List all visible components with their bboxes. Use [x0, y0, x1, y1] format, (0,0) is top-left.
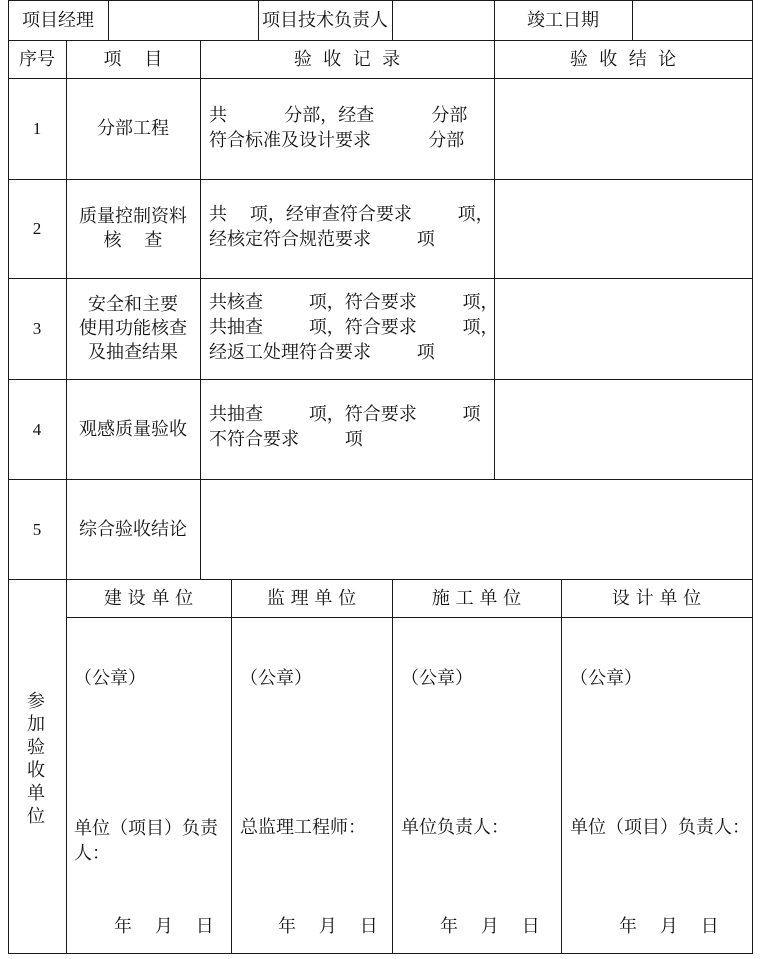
signer-contractor: 单位负责人：	[401, 817, 509, 838]
row-5-item: 综合验收结论	[79, 518, 187, 540]
col-header-item: 项 目	[103, 48, 163, 70]
tech-lead-label: 项目技术负责人	[262, 10, 388, 31]
seal-contractor: （公章）	[401, 668, 473, 689]
row-1-conclusion[interactable]	[495, 79, 752, 179]
tech-lead-value[interactable]	[393, 2, 494, 40]
grid-line	[561, 579, 562, 954]
row-3-item: 安全和主要 使用功能核查 及抽查结果	[79, 294, 187, 363]
project-manager-value[interactable]	[109, 2, 258, 40]
col-header-seq: 序号	[19, 48, 55, 70]
table-border-top	[8, 0, 752, 1]
seal-supervision: （公章）	[240, 668, 312, 689]
participants-label-char: 验	[27, 737, 45, 758]
participants-label-char: 参	[27, 691, 45, 712]
row-5-overall-conclusion[interactable]	[201, 480, 752, 579]
participants-label	[8, 690, 64, 828]
row-2-record-line-1: 共 项，经审查符合要求 项，	[209, 204, 494, 225]
row-2-item: 质量控制资料 核 查	[79, 206, 187, 251]
project-manager-label: 项目经理	[22, 10, 94, 31]
row-4-record-line-1: 共抽查 项，符合要求 项	[209, 404, 481, 425]
date-contractor: 年 月 日	[440, 916, 540, 937]
signer-construction-owner: 单位（项目）负责 人：	[74, 818, 218, 864]
unit-title-contractor: 施 工 单 位	[431, 587, 522, 609]
row-2-conclusion[interactable]	[495, 180, 752, 278]
unit-title-supervision: 监 理 单 位	[266, 587, 357, 609]
table-border-bottom	[8, 953, 752, 954]
unit-title-design: 设 计 单 位	[611, 587, 702, 609]
participants-label-char: 单	[27, 783, 45, 804]
row-2-number: 2	[32, 219, 42, 238]
date-design: 年 月 日	[619, 916, 719, 937]
grid-line	[231, 579, 232, 954]
completion-date-label: 竣工日期	[527, 10, 599, 31]
row-2-record-line-2: 经核定符合规范要求 项	[209, 229, 435, 250]
row-1-record-line-1: 共 分部，经查 分部	[209, 105, 468, 126]
row-4-record-line-2: 不符合要求 项	[209, 429, 363, 450]
date-supervision: 年 月 日	[278, 916, 378, 937]
signer-supervision: 总监理工程师：	[240, 817, 366, 838]
seal-construction-owner: （公章）	[74, 668, 146, 689]
row-4-conclusion[interactable]	[495, 380, 752, 479]
completion-date-value[interactable]	[633, 2, 752, 40]
seal-design: （公章）	[570, 668, 642, 689]
table-border-right	[752, 0, 753, 954]
row-3-conclusion[interactable]	[495, 279, 752, 379]
row-5-number: 5	[32, 519, 42, 539]
row-4-item: 观感质量验收	[79, 418, 187, 440]
date-construction-owner: 年 月 日	[114, 916, 214, 937]
row-3-record-line-1: 共核查 项，符合要求 项，	[209, 292, 499, 313]
participants-label-char: 位	[27, 806, 45, 827]
row-3-number: 3	[32, 319, 42, 338]
row-1-item: 分部工程	[97, 118, 169, 139]
unit-title-construction-owner: 建 设 单 位	[103, 587, 194, 609]
row-3-record-line-2: 共抽查 项，符合要求 项，	[209, 317, 499, 338]
row-1-record-line-2: 符合标准及设计要求 分部	[209, 130, 465, 151]
col-header-conclusion: 验 收 结 论	[569, 48, 677, 70]
participants-label-char: 收	[27, 760, 45, 781]
grid-line	[66, 617, 752, 618]
row-4-number: 4	[32, 419, 42, 439]
signer-design: 单位（项目）负责人：	[570, 817, 750, 838]
col-header-record: 验 收 记 录	[293, 48, 401, 70]
grid-line	[392, 579, 393, 954]
row-1-number: 1	[32, 119, 42, 138]
row-3-record-line-3: 经返工处理符合要求 项	[209, 342, 435, 363]
participants-label-char: 加	[27, 714, 45, 735]
